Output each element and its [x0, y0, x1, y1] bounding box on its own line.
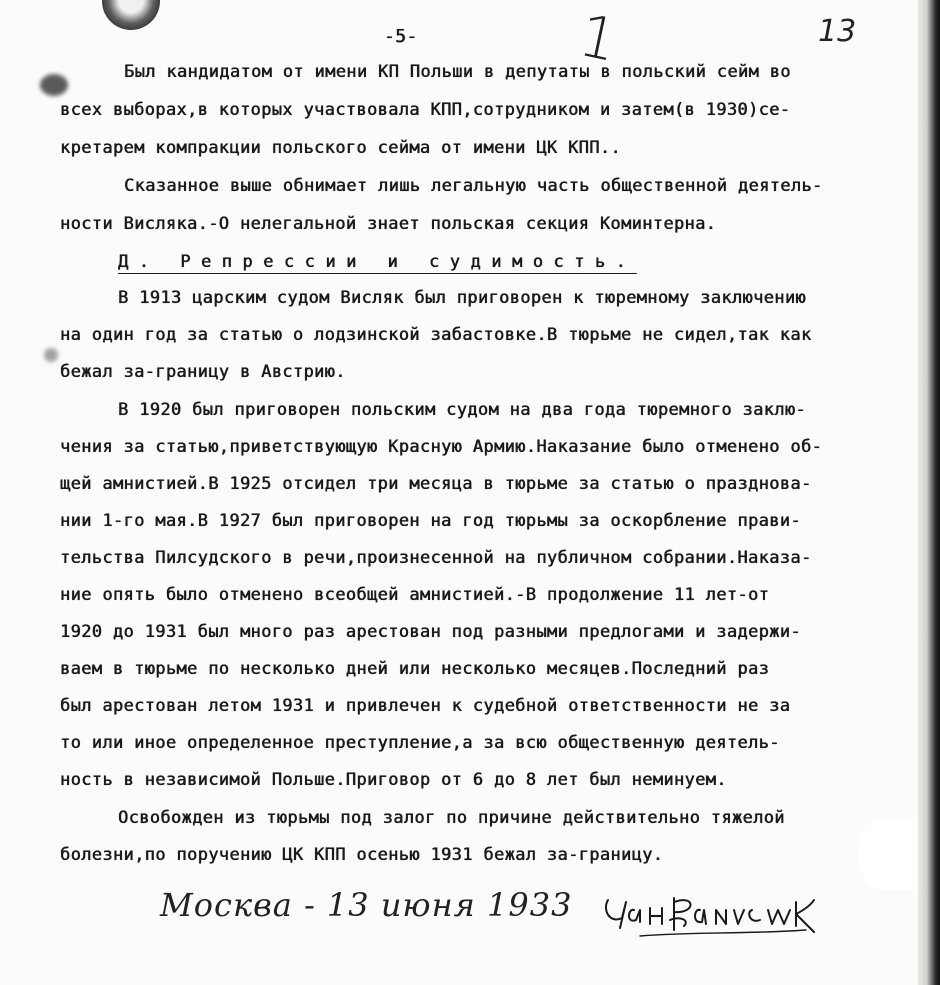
text-line: Был кандидатом от имени КП Польши в депутаты в польский сейм во	[124, 62, 791, 82]
text-line: тельства Пилсудского в речи,произнесенной на публичном собрании.Наказа-	[60, 548, 812, 568]
text-line: то или иное определенное преступление,а за всю общественную деятель-	[60, 733, 780, 753]
text-line: Сказанное выше обнимает лишь легальную часть общественной деятель-	[124, 176, 823, 196]
text-line: 1920 до 1931 был много раз арестован под разными предлогами и задержи-	[60, 622, 801, 642]
text-line: ние опять было отменено всеобщей амнистией.-В продолжение 11 лет-от	[60, 585, 770, 605]
text-line: бежал за-границу в Австрию.	[60, 362, 346, 382]
text-line: болезни,по поручению ЦК КПП осенью 1931 бежал за-границу.	[60, 845, 664, 865]
text-line: был арестован летом 1931 и привлечен к судебной ответственности не за	[60, 696, 791, 716]
binding-hole-mark	[102, 0, 160, 30]
page-number: -5-	[384, 26, 418, 47]
text-line: на один год за статью о лодзинской забастовке.В тюрьме не сидел,так как	[60, 325, 812, 345]
ink-blot	[40, 74, 68, 96]
paper-damage	[858, 820, 918, 890]
text-line: ности Висляка.-О нелегальной знает польская секция Коминтерна.	[60, 214, 717, 234]
text-line: ваем в тюрьме по несколько дней или несколько месяцев.Последний раз	[60, 659, 770, 679]
text-line: Освобожден из тюрьмы под залог по причине действительно тяжелой	[118, 808, 785, 828]
text-line: В 1913 царским судом Висляк был приговорен к тюремному заключению	[118, 288, 807, 308]
text-line: В 1920 был приговорен польским судом на два года тюремного заклю-	[118, 400, 807, 420]
section-heading: Д. Репрессии и судимость.	[118, 252, 637, 272]
text-line: щей амнистией.В 1925 отсидел три месяца в тюрьме за статью о празднова-	[60, 474, 812, 494]
text-line: кретарем компракции польского сейма от имени ЦК КПП..	[60, 138, 621, 158]
text-line: нии 1-го мая.В 1927 был приговорен на год тюрьмы за оскорбление прави-	[60, 511, 801, 531]
ink-blot	[44, 348, 58, 362]
text-line: чения за статью,приветствующую Красную Армию.Наказание было отменено об-	[60, 437, 823, 457]
sheet-number: 13	[818, 14, 857, 49]
text-line: всех выборах,в которых участвовала КПП,сотрудником и затем(в 1930)се-	[60, 100, 791, 120]
archive-mark: 1	[573, 0, 624, 76]
place-and-date: Москва - 13 июня 1933	[160, 886, 573, 924]
text-line: ность в независимой Польше.Приговор от 6 до 8 лет был неминуем.	[60, 770, 727, 790]
signature	[600, 880, 820, 950]
scan-edge	[918, 0, 940, 985]
